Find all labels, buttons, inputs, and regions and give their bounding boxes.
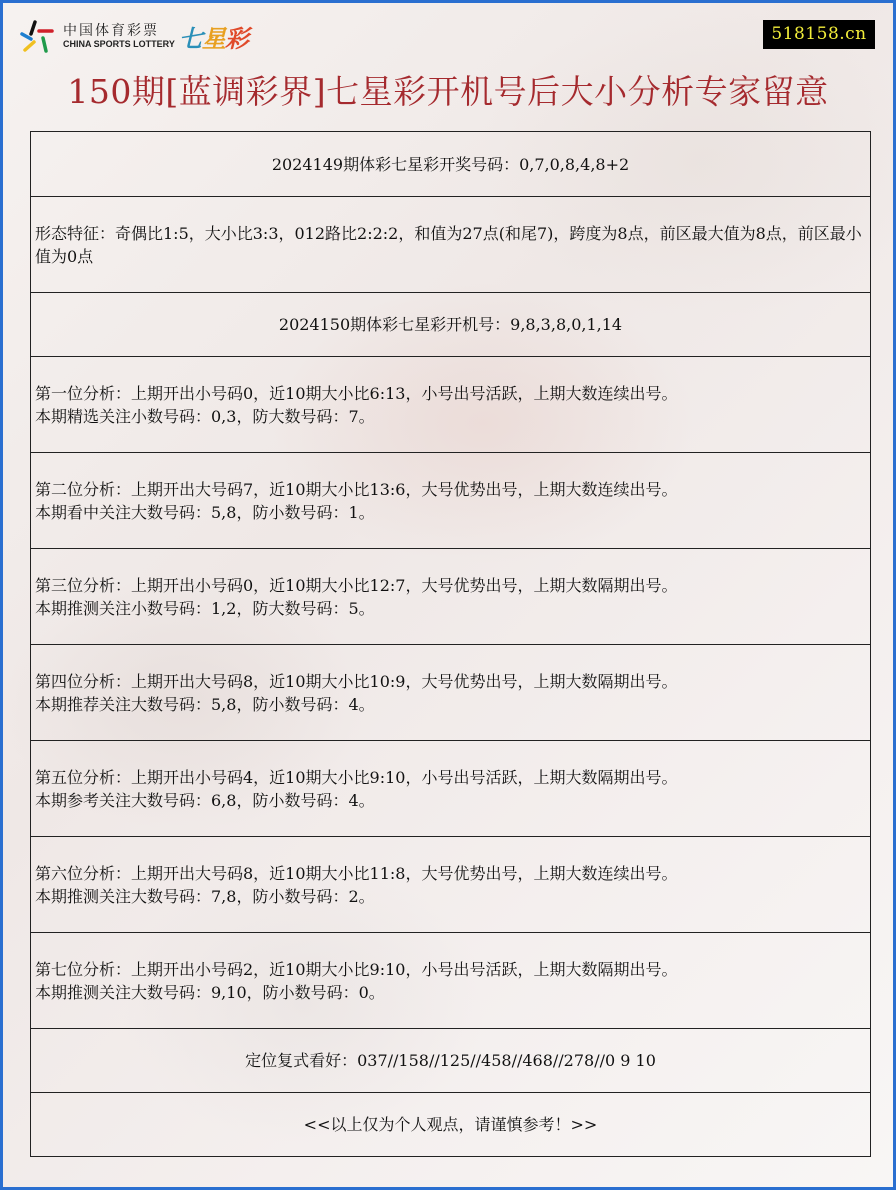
position-analysis-row [31, 836, 870, 932]
site-badge: 518158.cn [763, 20, 875, 49]
disclaimer-row [31, 1092, 870, 1156]
game-name-logo [179, 19, 248, 54]
position-analysis-line2: 本期参考关注大数号码：6,8，防小数号码：4。 [35, 790, 375, 810]
last-draw-text: 2024149期体彩七星彩开奖号码：0,7,0,8,4,8+2 [271, 154, 630, 174]
logo-cn-name: 中国体育彩票 [63, 23, 159, 39]
position-analysis-line1: 第四位分析：上期开出大号码8，近10期大小比10:9，大号优势出号，上期大数隔期出号。 [35, 671, 678, 691]
analysis-table [30, 131, 871, 1157]
features-row [31, 196, 870, 292]
features-text: 形态特征：奇偶比1:5，大小比3:3，012路比2:2:2，和值为27点(和尾7)，跨度为8点，前区最大值为8点，前区最小值为0点 [35, 223, 862, 266]
game-name-char-1: 七 [178, 25, 202, 53]
position-analysis-line2: 本期推测关注小数号码：1,2，防大数号码：5。 [35, 598, 375, 618]
position-analysis-line1: 第六位分析：上期开出大号码8，近10期大小比11:8，大号优势出号，上期大数连续出号。 [35, 863, 678, 883]
china-sports-lottery-star-icon [19, 20, 55, 54]
game-name-char-3: 彩 [224, 25, 248, 53]
disclaimer-text: <<以上仅为个人观点，请谨慎参考！>> [303, 1115, 598, 1134]
position-analysis-row [31, 932, 870, 1028]
game-name-char-2: 星 [201, 25, 225, 53]
position-analysis-row [31, 548, 870, 644]
position-analysis-line2: 本期精选关注小数号码：0,3，防大数号码：7。 [35, 406, 375, 426]
position-analysis-row [31, 740, 870, 836]
position-analysis-line2: 本期推测关注大数号码：7,8，防小数号码：2。 [35, 886, 375, 906]
last-draw-row [31, 132, 870, 196]
position-analysis-line1: 第七位分析：上期开出小号码2，近10期大小比9:10，小号出号活跃，上期大数隔期出号。 [35, 959, 678, 979]
position-analysis-line1: 第五位分析：上期开出小号码4，近10期大小比9:10，小号出号活跃，上期大数隔期出号。 [35, 767, 678, 787]
recommendation-text: 定位复式看好：037//158//125//458//468//278//0 9 10 [245, 1051, 656, 1070]
position-analysis-line1: 第二位分析：上期开出大号码7，近10期大小比13:6，大号优势出号，上期大数连续出号。 [35, 479, 678, 499]
page-title: 150期[蓝调彩界]七星彩开机号后大小分析专家留意 [67, 72, 829, 111]
logo-text [63, 23, 175, 50]
position-analysis-line2: 本期推测关注大数号码：9,10，防小数号码：0。 [35, 982, 385, 1002]
page-frame [3, 3, 893, 1187]
logo-en-name: CHINA SPORTS LOTTERY [63, 39, 175, 49]
position-analysis-line2: 本期推荐关注大数号码：5,8，防小数号码：4。 [35, 694, 375, 714]
position-analysis-line1: 第一位分析：上期开出小号码0，近10期大小比6:13，小号出号活跃，上期大数连续出号。 [35, 383, 678, 403]
machine-numbers-row [31, 292, 870, 356]
lottery-logo [19, 19, 248, 54]
position-analysis-row [31, 452, 870, 548]
position-analysis-line1: 第三位分析：上期开出小号码0，近10期大小比12:7，大号优势出号，上期大数隔期出号。 [35, 575, 678, 595]
position-analysis-row [31, 356, 870, 452]
machine-numbers-text: 2024150期体彩七星彩开机号：9,8,3,8,0,1,14 [278, 315, 623, 334]
recommendation-row [31, 1028, 870, 1092]
position-analysis-line2: 本期看中关注大数号码：5,8，防小数号码：1。 [35, 502, 375, 522]
position-analysis-row [31, 644, 870, 740]
header [3, 3, 893, 65]
